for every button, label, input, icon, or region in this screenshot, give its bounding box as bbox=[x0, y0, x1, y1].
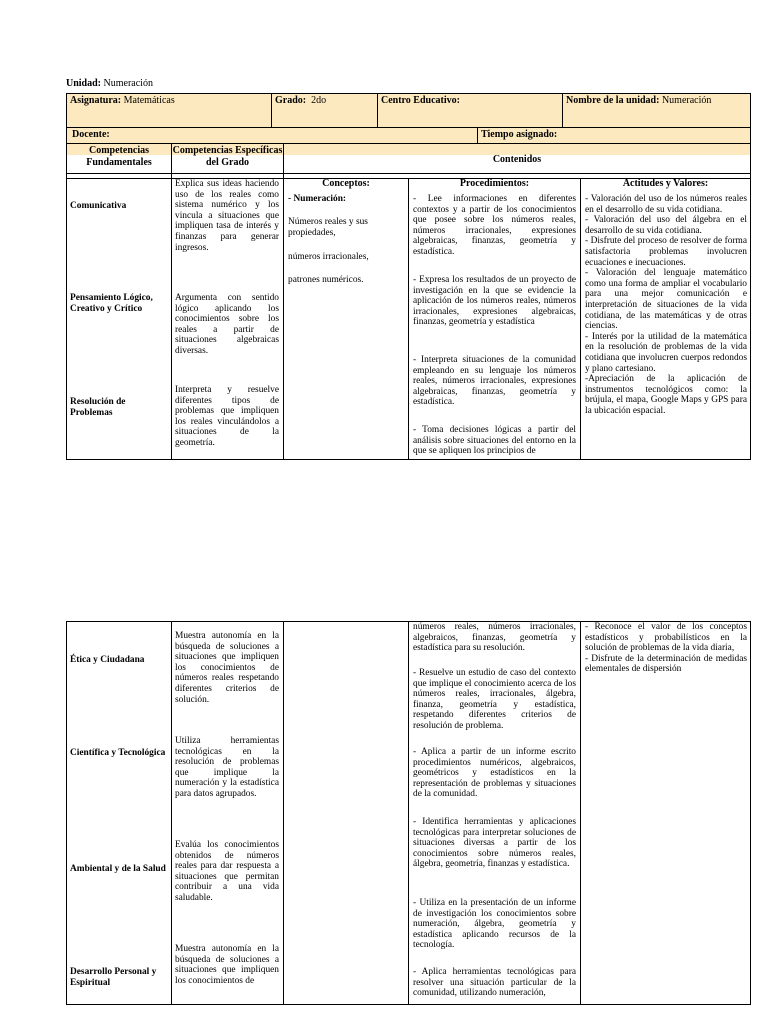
concepto-item: patrones numéricos. bbox=[288, 275, 364, 285]
competencia-fundamental: Resolución de Problemas bbox=[70, 397, 126, 418]
procedimiento-item: - Lee informaciones en diferentes contextos y a partir de los conocimientos que posee sobre los números reales, números irracionales, expresiones algebraicas, finanzas, geometría y estadística. bbox=[413, 194, 576, 257]
procedimiento-item: números reales, números irracionales, algebraicos, finanzas, geometría y estadística para su resolución. bbox=[413, 622, 576, 654]
actitud-item: - Interés por la utilidad de la matemática en la resolución de problemas de la vida cotidiana que involucren cuerpos redondos y plano cartesiano. bbox=[585, 331, 747, 374]
competencia-fundamental: Comunicativa bbox=[70, 201, 127, 211]
competencia-especifica: Muestra autonomía en la búsqueda de soluciones a situaciones que impliquen los conocimientos de bbox=[175, 944, 279, 986]
procedimiento-item: - Expresa los resultados de un proyecto de investigación en la que se evidencie la aplicación de los números reales, números irracionales, expresiones algebraicas, finanzas, geometría y estadística bbox=[413, 275, 576, 328]
grado-value: 2do bbox=[311, 95, 327, 106]
competencia-fundamental: Desarrollo Personal y Espiritual bbox=[70, 967, 157, 988]
col-header-actitudes: Actitudes y Valores: bbox=[622, 178, 709, 189]
competencia-especifica: Evalúa los conocimientos obtenidos de números reales para dar respuesta a situaciones que permitan contribuir a una vida saludable. bbox=[175, 840, 279, 903]
actitud-item: - Reconoce el valor de los conceptos estadísticos y probabilísticos en la solución de problemas de la vida diaria, bbox=[585, 622, 747, 654]
concepto-item: Números reales y sus propiedades, bbox=[288, 217, 368, 238]
competencia-especifica: Argumenta con sentido lógico aplicando los conocimientos sobre los reales a partir de situaciones algebraicas diversas. bbox=[175, 293, 279, 356]
actitud-item: - Valoración del uso de los números reales en el desarrollo de su vida cotidiana. bbox=[585, 194, 747, 215]
procedimiento-item: - Aplica herramientas tecnológicas para resolver una situación particular de la comunidad, utilizando numeración, bbox=[413, 967, 576, 999]
nombre-unidad-field bbox=[566, 95, 711, 107]
docente-label: Docente: bbox=[72, 129, 110, 140]
competencia-fundamental: Científica y Tecnológica bbox=[70, 748, 166, 758]
asignatura-field bbox=[70, 95, 175, 107]
unidad-value: Numeración bbox=[103, 78, 153, 89]
conceptos-title: - Numeración: bbox=[288, 194, 347, 204]
actitud-item: - Disfrute del proceso de resolver de forma satisfactoria problemas involucren ecuaciones e inecuaciones. bbox=[585, 236, 747, 268]
col-header-conceptos: Conceptos: bbox=[322, 178, 370, 189]
unidad-line bbox=[66, 78, 153, 90]
procedimiento-item: - Utiliza en la presentación de un informe de investigación los conocimientos sobre numeración, álgebra, geometría y estadística aplicando recursos de la tecnología. bbox=[413, 898, 576, 951]
actitud-item: - Valoración del lenguaje matemático como una forma de ampliar el vocabulario para una mejor comunicación e interpretación de situaciones de la vida cotidiana, de las matemáticas y de otras ciencias. bbox=[585, 268, 747, 332]
concepto-item: números irracionales, bbox=[288, 252, 369, 262]
asignatura-value: Matemáticas bbox=[123, 95, 175, 106]
unidad-label: Unidad: bbox=[66, 78, 102, 89]
procedimiento-item: - Toma decisiones lógicas a partir del análisis sobre situaciones del entorno en la que se apliquen los principios de bbox=[413, 425, 576, 457]
actitudes-list bbox=[585, 194, 747, 459]
grado-label: Grado: bbox=[275, 95, 307, 106]
actitud-item: - Disfrute de la determinación de medidas elementales de dispersión bbox=[585, 653, 747, 675]
procedimiento-item: - Resuelve un estudio de caso del contexto que implique el conocimiento acerca de los números reales, irracionales, álgebra, finanza, geometría y estadística, respetando diferentes criterios de resolución de problema. bbox=[413, 668, 576, 731]
nombre-unidad-value: Numeración bbox=[661, 95, 712, 106]
col-header-contenidos: Contenidos bbox=[492, 154, 542, 165]
col-header-especificas: Competencias Específicas del Grado bbox=[172, 145, 283, 168]
competencia-especifica: Muestra autonomía en la búsqueda de soluciones a situaciones que impliquen los conocimientos de números reales respetando diferentes criterios de solución. bbox=[175, 631, 279, 705]
procedimiento-item: - Interpreta situaciones de la comunidad empleando en su lenguaje los números reales, números irracionales, expresiones algebraicas, finanzas, geometría y estadística. bbox=[413, 355, 576, 408]
centro-label: Centro Educativo: bbox=[381, 95, 460, 106]
actitudes-list bbox=[585, 622, 747, 675]
tiempo-label: Tiempo asignado: bbox=[481, 129, 558, 140]
grado-field bbox=[275, 95, 326, 107]
procedimiento-item: - Aplica a partir de un informe escrito procedimientos numéricos, algebraicos, geométricos y estadísticos en la representación de problemas y situaciones de la comunidad. bbox=[413, 747, 576, 800]
col-header-fundamentales: Competencias Fundamentales bbox=[86, 145, 152, 168]
competencia-fundamental: Ambiental y de la Salud bbox=[70, 864, 166, 874]
competencia-especifica: Explica sus ideas haciendo uso de los reales como sistema numérico y los vincula a situaciones que impliquen tasa de interés y finanzas para generar ingresos. bbox=[175, 179, 279, 253]
nombre-unidad-label: Nombre de la unidad: bbox=[566, 95, 660, 106]
competencia-fundamental: Pensamiento Lógico, Creativo y Crítico bbox=[70, 293, 153, 314]
actitud-item: -Apreciación de la aplicación de instrumentos tecnológicos como: la brújula, el mapa, Google Maps y GPS para la ubicación espacial. bbox=[585, 374, 747, 416]
competencia-fundamental: Ética y Ciudadana bbox=[70, 655, 145, 665]
competencia-especifica: Interpreta y resuelve diferentes tipos de problemas que impliquen los reales vinculándolos a situaciones de la geometría. bbox=[175, 385, 279, 448]
col-header-procedimientos: Procedimientos: bbox=[459, 178, 530, 189]
procedimiento-item: - Identifica herramientas y aplicaciones tecnológicas para interpretar soluciones de situaciones diversas a partir de los conocimientos sobre números reales, álgebra, geometría, finanzas y estadística. bbox=[413, 817, 576, 870]
actitud-item: - Valoración del uso del álgebra en el desarrollo de su vida cotidiana. bbox=[585, 215, 747, 236]
competencia-especifica: Utiliza herramientas tecnológicas en la resolución de problemas que implique la numeración y la estadística para datos agrupados. bbox=[175, 736, 279, 799]
asignatura-label: Asignatura: bbox=[70, 95, 122, 106]
